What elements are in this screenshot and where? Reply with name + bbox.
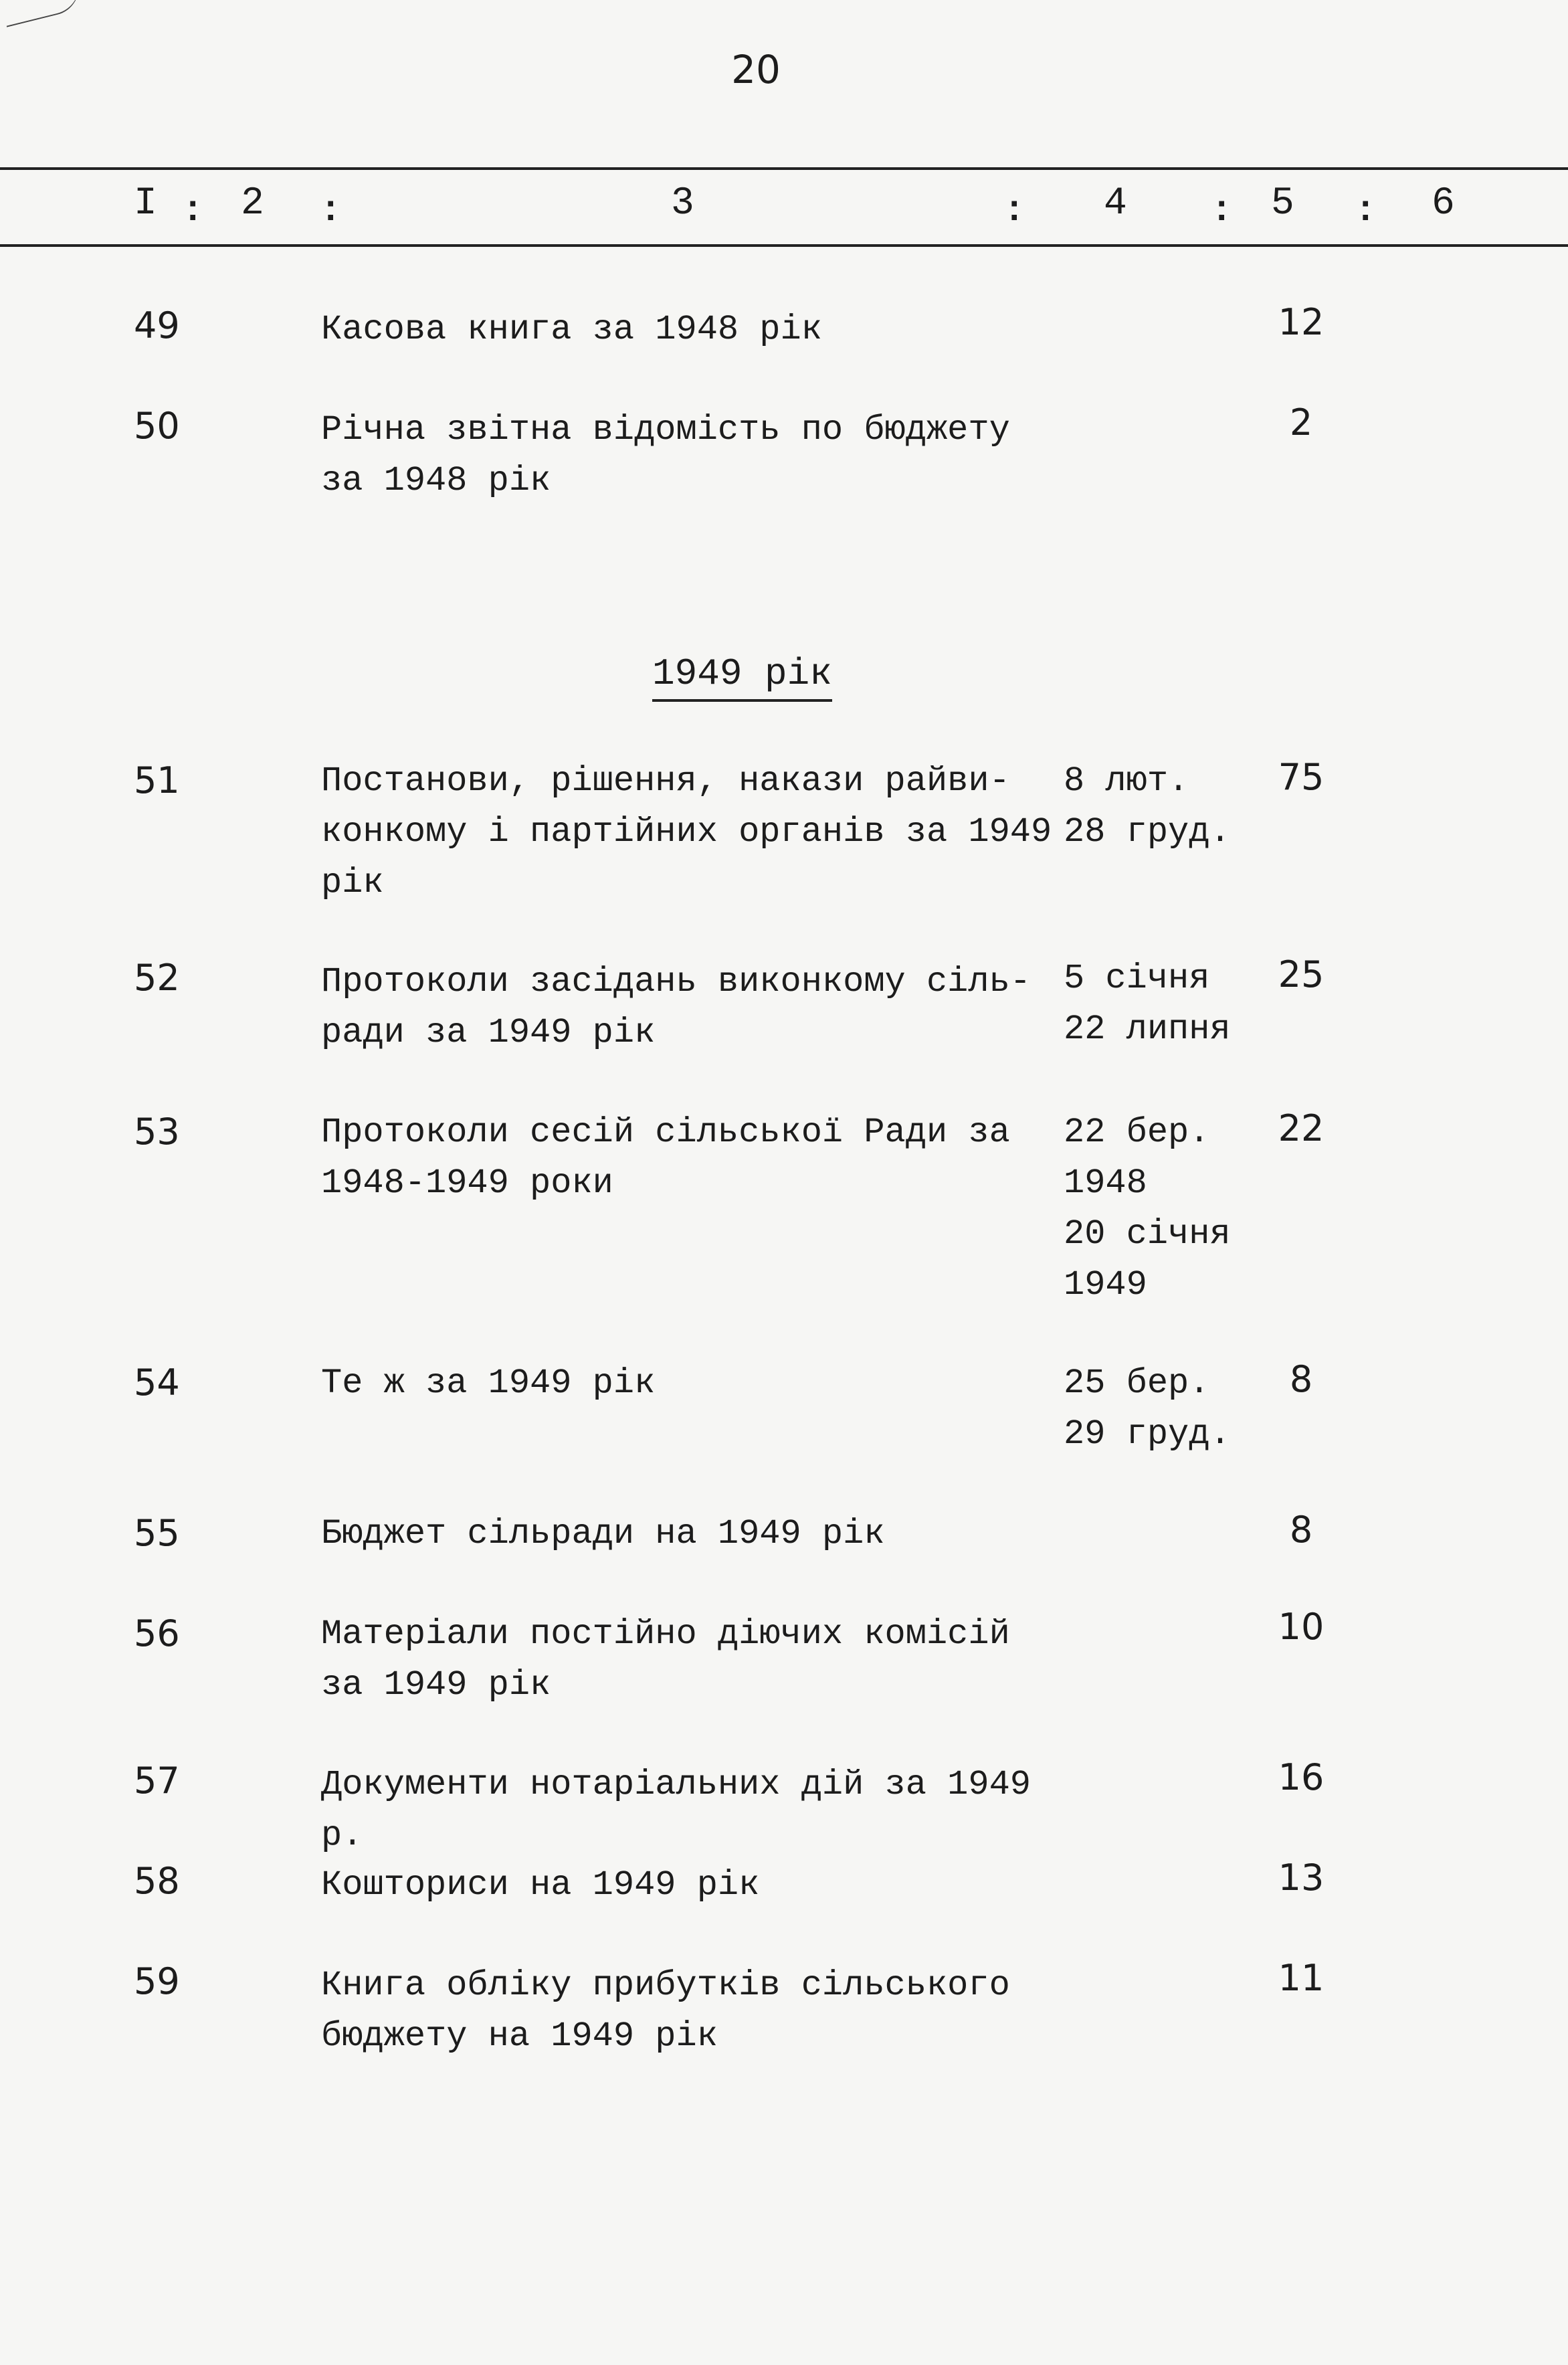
row-sheets: 8 bbox=[1289, 1509, 1313, 1551]
row-number: 51 bbox=[134, 759, 180, 801]
header-separator: : bbox=[1355, 191, 1377, 231]
row-number: 50 bbox=[134, 405, 180, 447]
header-col-6: 6 bbox=[1432, 182, 1455, 225]
header-top-rule bbox=[0, 167, 1568, 170]
row-number: 54 bbox=[134, 1361, 180, 1404]
row-number: 53 bbox=[134, 1111, 180, 1153]
header-separator: : bbox=[1211, 191, 1233, 231]
header-separator: : bbox=[320, 191, 342, 231]
row-number: 58 bbox=[134, 1860, 180, 1902]
header-separator: : bbox=[1003, 191, 1025, 231]
row-title: Кошториси на 1949 рік bbox=[321, 1865, 760, 1905]
row-title: Бюджет сільради на 1949 рік bbox=[321, 1514, 885, 1553]
row-sheets: 8 bbox=[1289, 1358, 1313, 1400]
row-title: Книга обліку прибутків сільського бюджету на 1949 рік bbox=[321, 1966, 1010, 2056]
row-title: Протоколи засідань виконкому сіль- ради за 1949 рік bbox=[321, 962, 1031, 1052]
row-sheets: 22 bbox=[1278, 1107, 1325, 1149]
header-separator: : bbox=[182, 191, 204, 231]
row-title: Те ж за 1949 рік bbox=[321, 1363, 656, 1403]
row-title: Постанови, рішення, накази райви- конкому і партійних органів за 1949 рік bbox=[321, 761, 1052, 903]
row-title: Касова книга за 1948 рік bbox=[321, 310, 822, 349]
row-number: 56 bbox=[134, 1612, 180, 1654]
row-number: 59 bbox=[134, 1960, 180, 2002]
page-number: 20 bbox=[731, 47, 781, 92]
pen-mark bbox=[0, 0, 85, 27]
header-col-1: I bbox=[134, 182, 157, 225]
row-dates: 25 бер. 29 груд. bbox=[1064, 1363, 1231, 1454]
row-dates: 8 лют. 28 груд. bbox=[1064, 761, 1231, 852]
row-number: 52 bbox=[134, 957, 180, 999]
row-sheets: 75 bbox=[1278, 756, 1325, 798]
row-number: 55 bbox=[134, 1512, 180, 1554]
row-sheets: 2 bbox=[1289, 401, 1313, 444]
header-col-4: 4 bbox=[1104, 182, 1127, 225]
row-sheets: 12 bbox=[1278, 301, 1325, 343]
header-bottom-rule bbox=[0, 244, 1568, 247]
row-sheets: 10 bbox=[1278, 1606, 1325, 1648]
header-col-2: 2 bbox=[241, 182, 264, 225]
row-sheets: 25 bbox=[1278, 953, 1325, 996]
row-title: Річна звітна відомість по бюджету за 1948 рік bbox=[321, 410, 1010, 500]
row-number: 49 bbox=[134, 304, 180, 347]
row-dates: 22 бер. 1948 20 січня 1949 bbox=[1064, 1113, 1231, 1305]
row-sheets: 16 bbox=[1278, 1756, 1325, 1798]
row-sheets: 13 bbox=[1278, 1857, 1325, 1899]
row-dates: 5 січня 22 липня bbox=[1064, 959, 1231, 1049]
row-title: Матеріали постійно діючих комісій за 1949 рік bbox=[321, 1614, 1010, 1705]
header-col-3: 3 bbox=[671, 182, 694, 225]
section-heading: 1949 рік bbox=[652, 652, 832, 702]
header-col-5: 5 bbox=[1271, 182, 1294, 225]
row-sheets: 11 bbox=[1278, 1957, 1325, 1999]
row-title: Документи нотаріальних дій за 1949 р. bbox=[321, 1765, 1031, 1855]
row-title: Протоколи сесій сільської Ради за 1948-1949 роки bbox=[321, 1113, 1010, 1203]
row-number: 57 bbox=[134, 1760, 180, 1802]
